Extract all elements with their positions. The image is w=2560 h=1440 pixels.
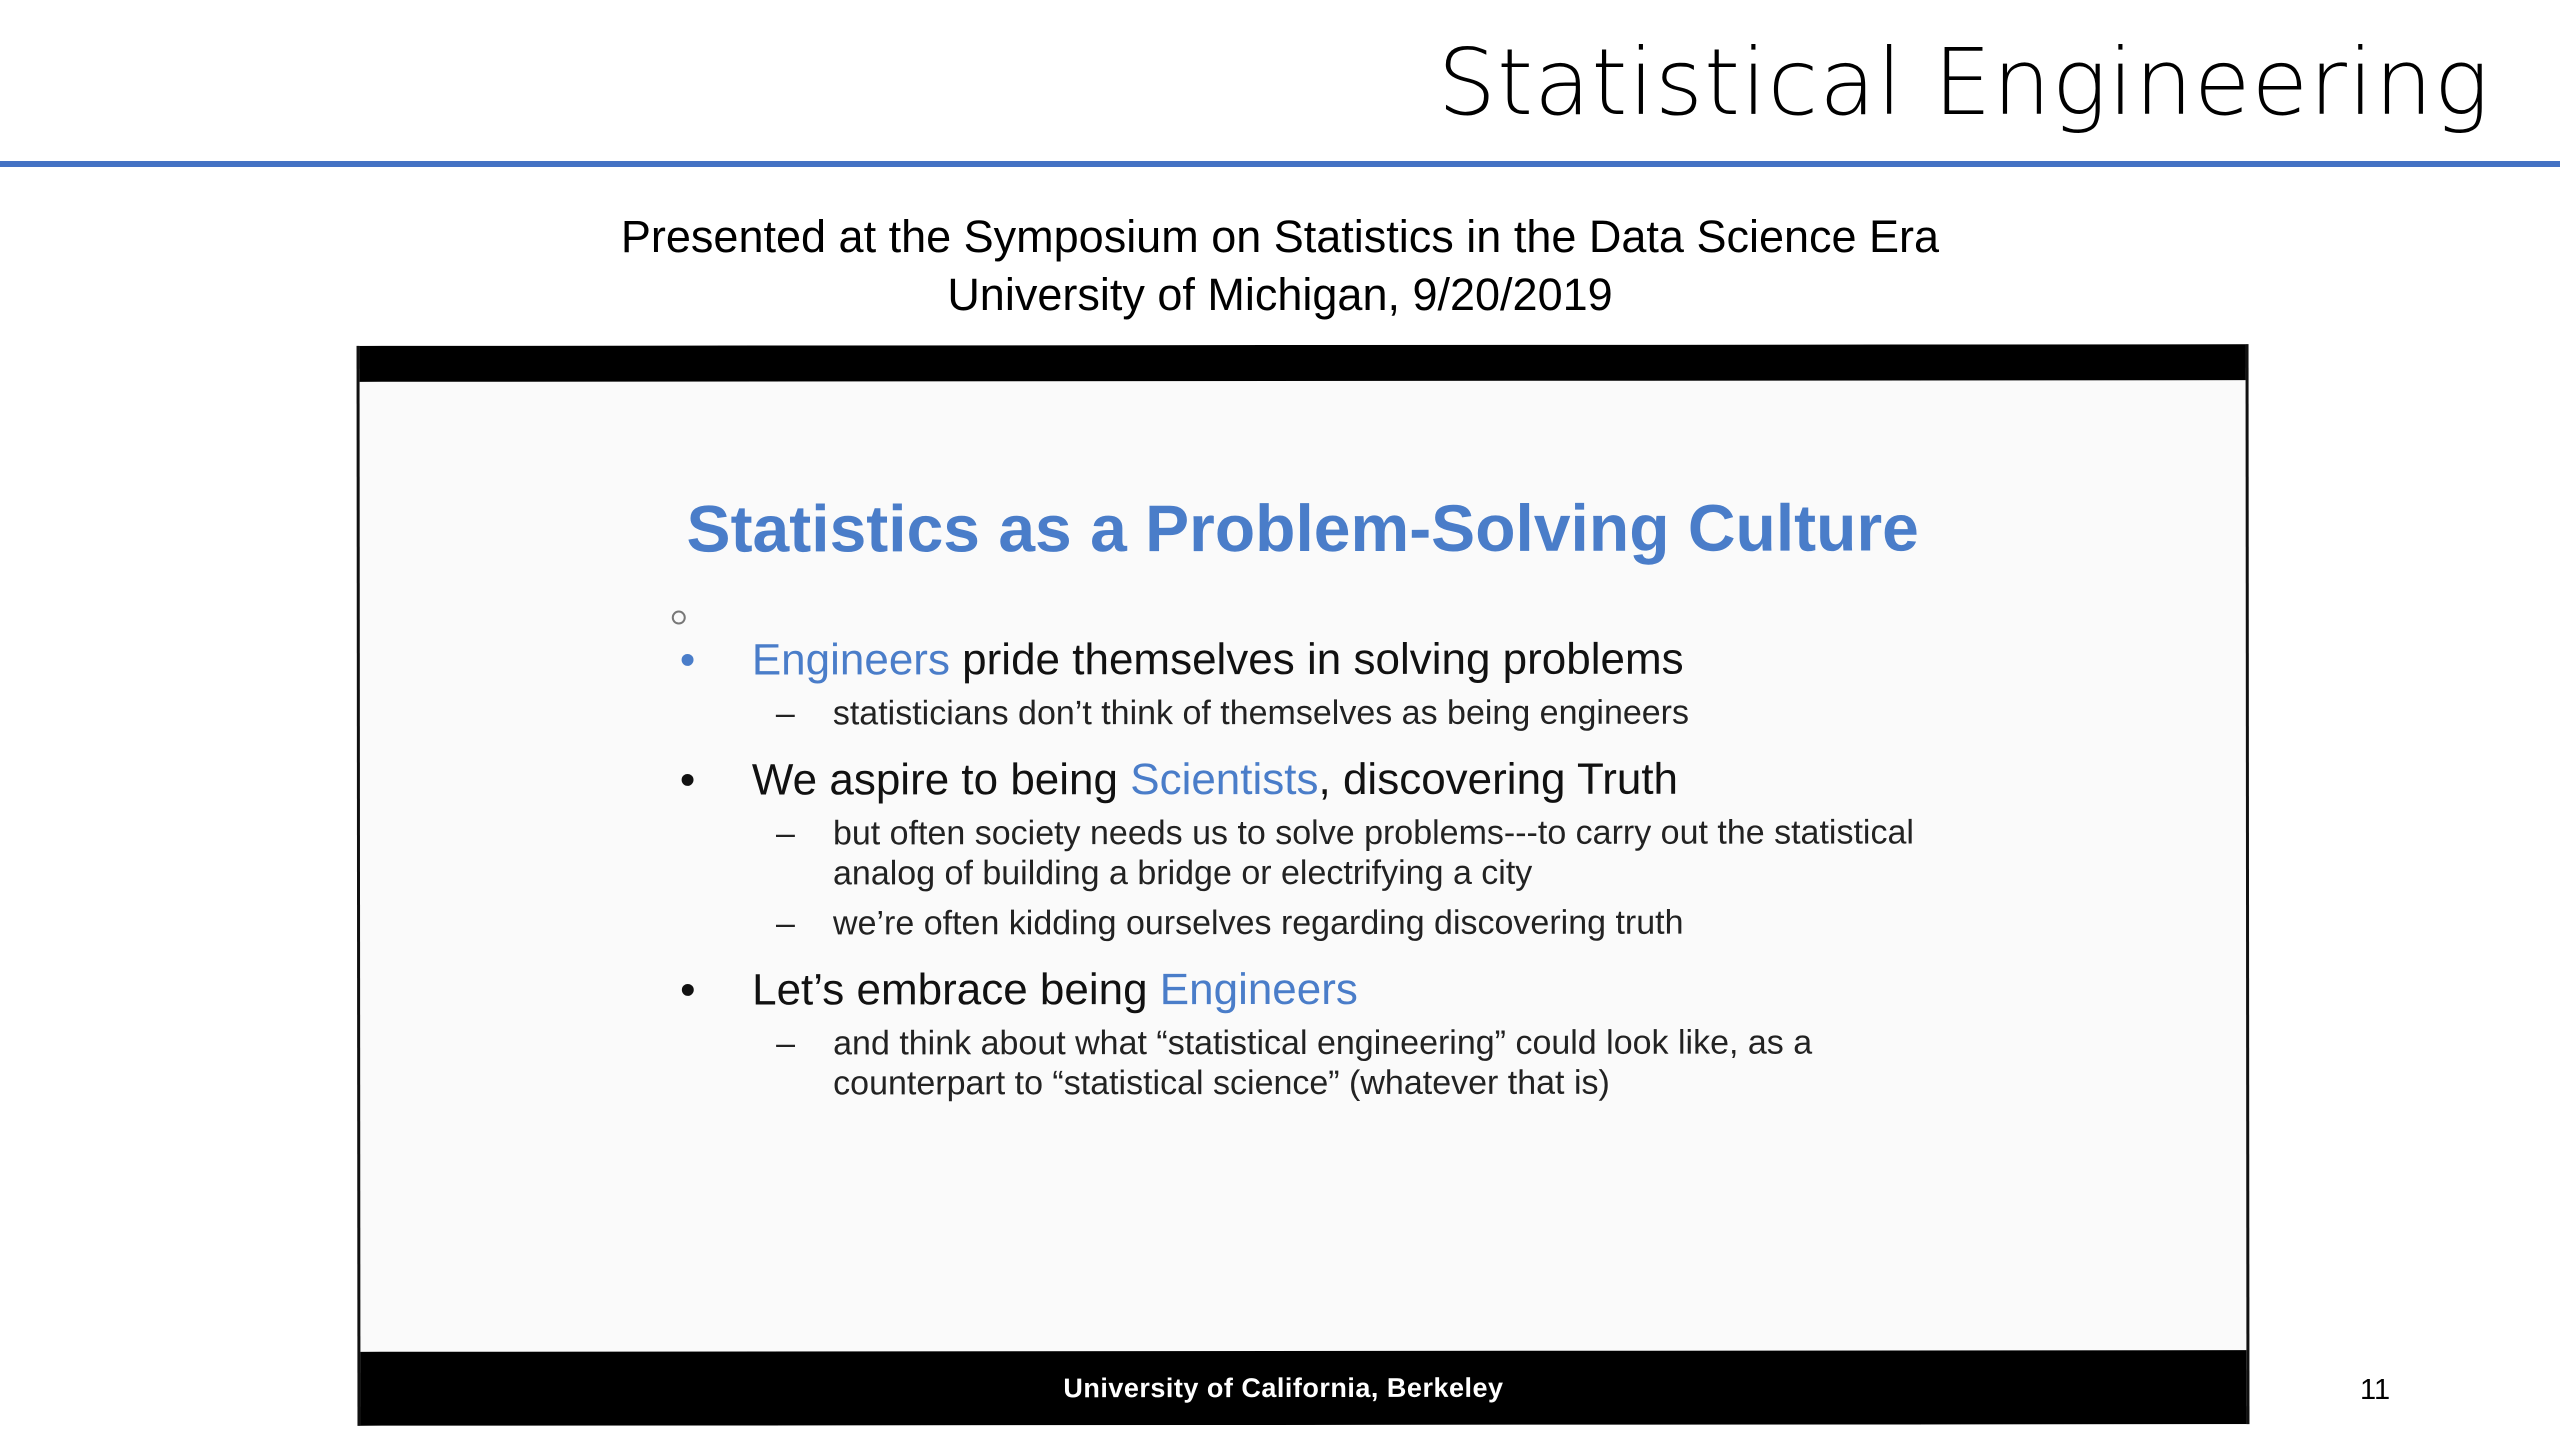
sub-bullet-dash: – (775, 694, 795, 733)
presentation-info (0, 208, 2560, 324)
bullet-item (680, 754, 1980, 805)
sub-bullet-item (680, 902, 1980, 943)
sub-bullet-text: we’re often kidding ourselves regarding discovering truth (833, 903, 1684, 943)
sub-bullet-item (680, 1022, 1980, 1103)
cursor-icon (672, 611, 686, 625)
bullet-list (680, 634, 1980, 1113)
bullet-highlight: Scientists (1130, 754, 1319, 805)
bullet-dot: • (679, 755, 696, 805)
bullet-text-pre: Let’s embrace being (752, 965, 1160, 1015)
title-rule (0, 161, 2560, 167)
sub-bullet-item (680, 692, 1980, 733)
bullet-text-pre: We aspire to being (751, 755, 1131, 805)
sub-bullet-item (680, 812, 1980, 893)
embedded-footer-text: University of California, Berkeley (1063, 1372, 1504, 1403)
sub-bullet-dash: – (775, 814, 795, 853)
bullet-text-post: , discovering Truth (1318, 754, 1679, 804)
bullet-highlight: Engineers (1159, 964, 1358, 1015)
sub-bullet-text: but often society needs us to solve problems---to carry out the statistical analog of building a bridge or electrifying a city (832, 813, 1914, 893)
embedded-slide-image (357, 344, 2250, 1426)
bullet-dot: • (679, 635, 696, 685)
bullet-highlight: Engineers (751, 635, 950, 685)
bullet-dot: • (680, 965, 696, 1015)
sub-bullet-dash: – (776, 904, 795, 943)
embedded-top-bar (360, 344, 2246, 382)
sub-bullet-text: statisticians don’t think of themselves as being engineers (832, 693, 1690, 733)
sub-bullet-text: and think about what “statistical engineering” could look like, as a counterpart to “statistical science” (whatever that is) (833, 1023, 1813, 1103)
bullet-item (680, 634, 1980, 685)
slide-title: Statistical Engineering (1437, 29, 2490, 136)
bullet-text-post: pride themselves in solving problems (949, 634, 1684, 685)
bullet-item (680, 964, 1980, 1015)
page-number: 11 (2360, 1374, 2391, 1406)
embedded-footer-bar (360, 1350, 2246, 1426)
embedded-slide-title: Statistics as a Problem-Solving Culture (686, 490, 1919, 566)
presented-line-2: University of Michigan, 9/20/2019 (947, 269, 1613, 320)
sub-bullet-dash: – (776, 1024, 796, 1063)
presented-line-1: Presented at the Symposium on Statistics in the Data Science Era (620, 211, 1940, 262)
